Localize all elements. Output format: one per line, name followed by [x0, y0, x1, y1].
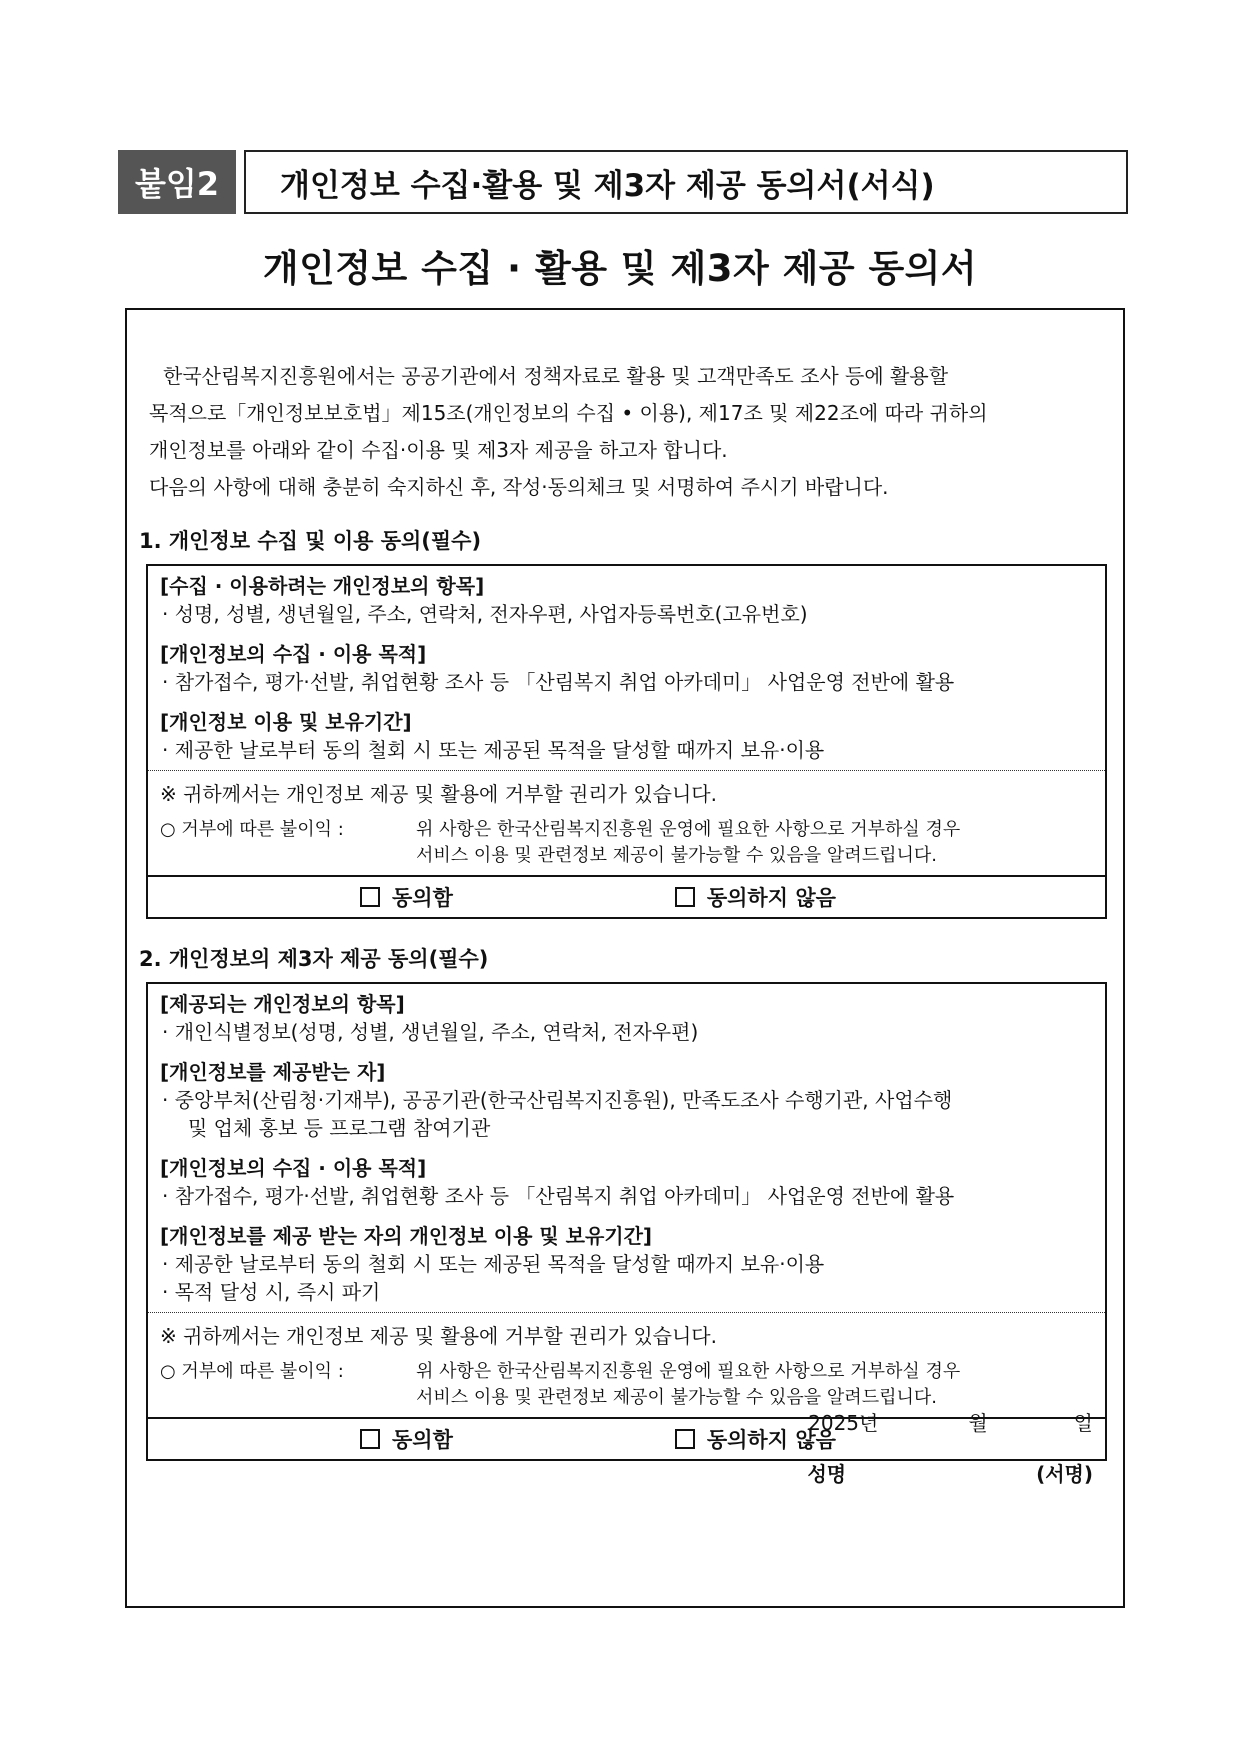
section1-consent-row — [148, 875, 1105, 917]
section2-item-line: · 제공한 날로부터 동의 철회 시 또는 제공된 목적을 달성할 때까지 보유·이용 — [162, 1252, 825, 1276]
agree-label: 동의함 — [392, 886, 453, 910]
section1-disagree-checkbox[interactable] — [675, 887, 695, 907]
section2-item-head: [개인정보의 수집 · 이용 목적] — [160, 1156, 427, 1180]
attachment-title-box — [244, 150, 1128, 214]
section2-item-line: · 개인식별정보(성명, 성별, 생년월일, 주소, 연락처, 전자우편) — [162, 1020, 699, 1044]
disadvantage-notice — [160, 817, 1095, 869]
intro-line: 다음의 사항에 대해 충분히 숙지하신 후, 작성·동의체크 및 서명하여 주시기 바랍니다. — [149, 475, 889, 499]
intro-line: 개인정보를 아래와 같이 수집·이용 및 제3자 제공을 하고자 합니다. — [149, 438, 728, 462]
section1-item-line: · 제공한 날로부터 동의 철회 시 또는 제공된 목적을 달성할 때까지 보유·이용 — [162, 738, 825, 762]
section2-agree-option[interactable] — [360, 1424, 453, 1454]
disadvantage-notice — [160, 1359, 1095, 1411]
section1-box — [146, 564, 1107, 919]
attachment-header — [118, 150, 1128, 214]
section2-heading: 2. 개인정보의 제3자 제공 동의(필수) — [139, 947, 489, 971]
section1-item-line: · 참가접수, 평가·선발, 취업현황 조사 등 「산림복지 취업 아카데미」 사업운영 전반에 활용 — [162, 670, 955, 694]
section2-item-head: [개인정보를 제공 받는 자의 개인정보 이용 및 보유기간] — [160, 1224, 653, 1248]
signature-line[interactable] — [807, 1458, 1093, 1487]
section2-item-line: · 참가접수, 평가·선발, 취업현황 조사 등 「산림복지 취업 아카데미」 사업운영 전반에 활용 — [162, 1184, 955, 1208]
section2-agree-checkbox[interactable] — [360, 1429, 380, 1449]
intro-line: 목적으로「개인정보보호법」제15조(개인정보의 수집 • 이용), 제17조 및 제22조에 따라 귀하의 — [149, 401, 988, 425]
date-year: 2025년 — [808, 1411, 879, 1435]
page-title: 개인정보 수집 · 활용 및 제3자 제공 동의서 — [262, 247, 978, 290]
disadvantage-label: ○ 거부에 따른 불이익 : — [160, 819, 344, 840]
disadvantage-line: 서비스 이용 및 관련정보 제공이 불가능할 수 있음을 알려드립니다. — [416, 1387, 937, 1408]
section2-disagree-checkbox[interactable] — [675, 1429, 695, 1449]
intro-paragraph — [149, 358, 1119, 506]
disadvantage-line: 위 사항은 한국산림복지진흥원 운영에 필요한 사항으로 거부하실 경우 — [416, 819, 961, 840]
section1-heading: 1. 개인정보 수집 및 이용 동의(필수) — [139, 529, 482, 553]
section1-disagree-option[interactable] — [675, 882, 836, 912]
section2-item-line: 및 업체 홍보 등 프로그램 참여기관 — [188, 1116, 491, 1140]
consent-form — [125, 308, 1125, 1608]
section2-item-head: [개인정보를 제공받는 자] — [160, 1060, 386, 1084]
name-label: 성명 — [807, 1462, 847, 1486]
disadvantage-line: 서비스 이용 및 관련정보 제공이 불가능할 수 있음을 알려드립니다. — [416, 845, 937, 866]
date-line[interactable] — [808, 1407, 1093, 1436]
signature-label: (서명) — [1036, 1462, 1093, 1486]
disadvantage-line: 위 사항은 한국산림복지진흥원 운영에 필요한 사항으로 거부하실 경우 — [416, 1361, 961, 1382]
refusal-right-notice: ※ 귀하께서는 개인정보 제공 및 활용에 거부할 권리가 있습니다. — [160, 782, 717, 806]
section1-agree-option[interactable] — [360, 882, 453, 912]
disadvantage-label: ○ 거부에 따른 불이익 : — [160, 1361, 344, 1382]
intro-line: 한국산림복지진흥원에서는 공공기관에서 정책자료로 활용 및 고객만족도 조사 등에 활용할 — [163, 364, 949, 388]
section1-item-line: · 성명, 성별, 생년월일, 주소, 연락처, 전자우편, 사업자등록번호(고유번호) — [162, 602, 808, 626]
date-day: 일 — [1073, 1411, 1093, 1435]
section1-item-head: [개인정보 이용 및 보유기간] — [160, 710, 412, 734]
refusal-right-notice: ※ 귀하께서는 개인정보 제공 및 활용에 거부할 권리가 있습니다. — [160, 1324, 717, 1348]
disadvantage-text — [416, 817, 1095, 869]
attachment-title: 개인정보 수집·활용 및 제3자 제공 동의서(서식) — [280, 167, 935, 204]
attachment-badge: 붙임2 — [118, 150, 236, 214]
disagree-label: 동의하지 않음 — [706, 1428, 836, 1452]
section1-item-head: [개인정보의 수집 · 이용 목적] — [160, 642, 427, 666]
date-month: 월 — [968, 1411, 988, 1435]
section2-notice — [148, 1312, 1105, 1417]
section2-item-line: · 중앙부처(산림청·기재부), 공공기관(한국산림복지진흥원), 만족도조사 수행기관, 사업수행 — [162, 1088, 953, 1112]
section1-item-head: [수집 · 이용하려는 개인정보의 항목] — [160, 574, 485, 598]
section2-box — [146, 982, 1107, 1461]
section1-notice — [148, 770, 1105, 875]
section2-item-line: · 목적 달성 시, 즉시 파기 — [162, 1280, 381, 1304]
disagree-label: 동의하지 않음 — [706, 886, 836, 910]
section1-agree-checkbox[interactable] — [360, 887, 380, 907]
section2-item-head: [제공되는 개인정보의 항목] — [160, 992, 405, 1016]
agree-label: 동의함 — [392, 1428, 453, 1452]
disadvantage-text — [416, 1359, 1095, 1411]
